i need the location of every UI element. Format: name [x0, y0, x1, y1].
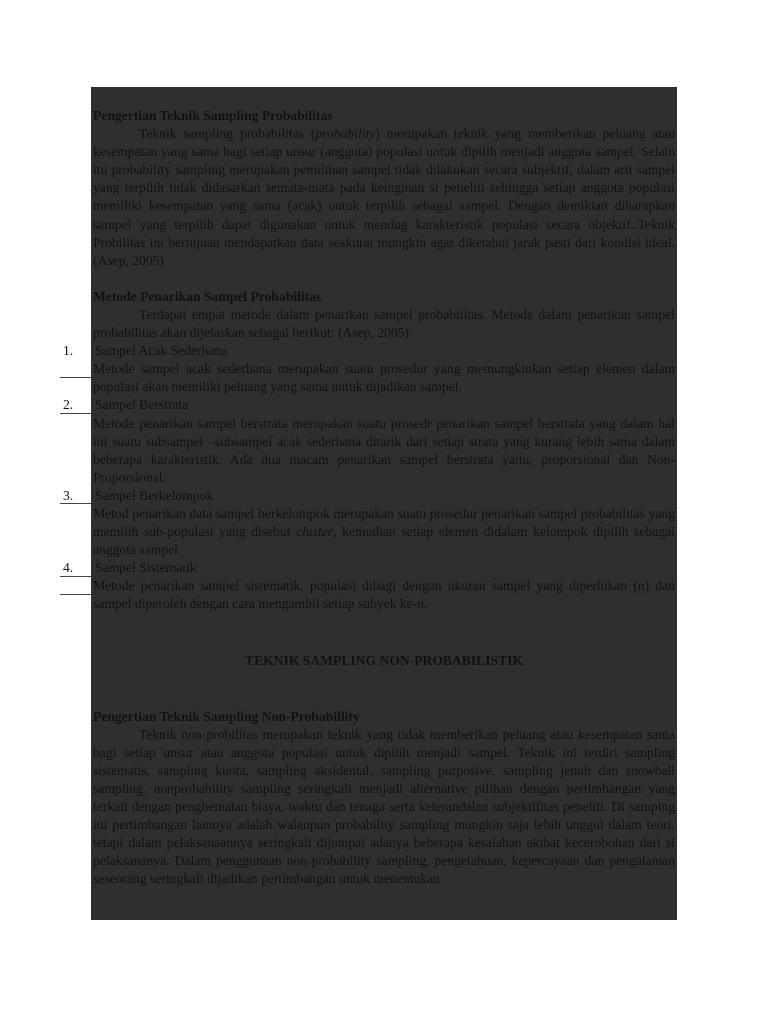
- list-description: Metode penarikan sampel berstrata merupakan suatu prosedr penarikan sampel berstrata yang dalam hal ini suatu subsampel –subsampel acak sederhana ditarik dari setiap strata yang kurang lebih sama dalam beberapa karakteristik. Ada dua macam penarikan sampel berstrata yaitu, proporsional dan Non-Proporsional.: [93, 415, 675, 485]
- italic-term: probability: [315, 126, 376, 142]
- list-number: 3.: [63, 487, 74, 503]
- paragraph: Teknik non-probilitas merupakan teknik yang tidak memberikan peluang atau kesempatan sama bagi setiap unsur atau anggota populasi untuk dipilih menjadi sampel. Teknik ini terdiri sampling sistematis, sampling kuota, sampling aksidental, sampling purposive, sampling jenuh dan snowball sampling. nonprobability sampling seringkali menjadi alternative pilihan dengan pertimbangan yang terkait dengan penghematan biaya, waktu dan tenaga serta keterandalan subjektifitas peneliti. Di samping itu pertimbangan lainnya adalah walaupun probability sampling mungkin saja lebih unggul dalam teori, tetapi dalam pelaksanaannya seringkali dijumpai adanya beberapa kesalahan akibat kecerobohan dari si pelaksananya. Dalam penggunaan non-probability sampling, pengetahuan, kepercayaan dan pengalaman seseorang seringkali dijadikan pertimbangan untuk menentukan: [93, 726, 675, 887]
- list-label: Sampel Acak Sederhana: [95, 343, 228, 359]
- list-item: [63, 342, 675, 360]
- italic-term: cluster: [296, 524, 334, 540]
- list-label: Sampel Berstrata: [95, 397, 189, 413]
- list-item: [63, 396, 675, 414]
- list-number: 1.: [63, 343, 74, 359]
- section-heading: Pengertian Teknik Sampling Non-Probabillity: [93, 708, 360, 724]
- list-divider: [60, 594, 91, 595]
- document-body: [63, 107, 675, 889]
- list-description: Metode sampel acak sederhana merupakan suatu prosedur yang memungkinkan setiap elemen dalam populasi akan memiliki peluang yang sama untuk dijadikan sampel.: [93, 361, 675, 395]
- list-label: Sampel Berkelompok: [95, 487, 214, 503]
- list-item: [63, 559, 675, 577]
- list-description: Metod penarikan data sampel berkelompok merupakan suatu prosedur penarikan sampel probabilitas yang memilih sub-populasi yang disebut cluster, kemudian setiap elemen didalam kelompok dipilih sebagai anggota sampel: [93, 505, 675, 558]
- paragraph: Teknik sampling probabilitas (probability) merupakan teknik yang memberikan peluang atau kesempatan yang sama bagi setiap unsur (anggota) populasi untuk dipilih menjadi anggota sampel. Selain itu probability sampling merupakan pemilihan sampel tidak dilakukan secara subjektif, dalam arti sampel yang terpilih tidak didasarkan semata-mata pada keinginan si peneliti sehingga setiap anggota populasi memiliki kesempatan yang sama (acak) untuk terpilih sebagai sampel. Dengan demikian diharapkan sampel yang terpilih dapat digunakan untuk mendug karakteristik populasi secara objektif..Teknik Probilitas ini bertujuan mendapatkan data seakurat mungkin agar diketahui jarak pasti dari kondisi ideal. (Asep, 2005): [93, 126, 675, 268]
- section-heading: Metode Penarikan Sampel Probabilitas: [93, 288, 322, 304]
- paragraph: Terdapat empat metode dalam penarikan sampel probabilitas. Metode dalam penarikan sampel probabilitas akan dijelaskan sebagai berikut: (Asep, 2005): [93, 306, 675, 341]
- list-divider: [60, 377, 91, 378]
- list-item: [63, 487, 675, 505]
- section-heading: Pengertian Teknik Sampling Probabilitas: [93, 108, 333, 123]
- list-number: 2.: [63, 397, 74, 413]
- list-number: 4.: [63, 560, 74, 576]
- list-description: Metode penarikan sampel sistematik, populasi dibagi dengan ukuran sampel yang diperlukan (n) dan sampel diperoleh dengan cara mengambil setiap subyek ke-n.: [93, 578, 675, 612]
- list-label: Sampel Sistematik: [95, 560, 197, 576]
- section-title: TEKNIK SAMPLING NON-PROBABILISTIK: [245, 652, 523, 668]
